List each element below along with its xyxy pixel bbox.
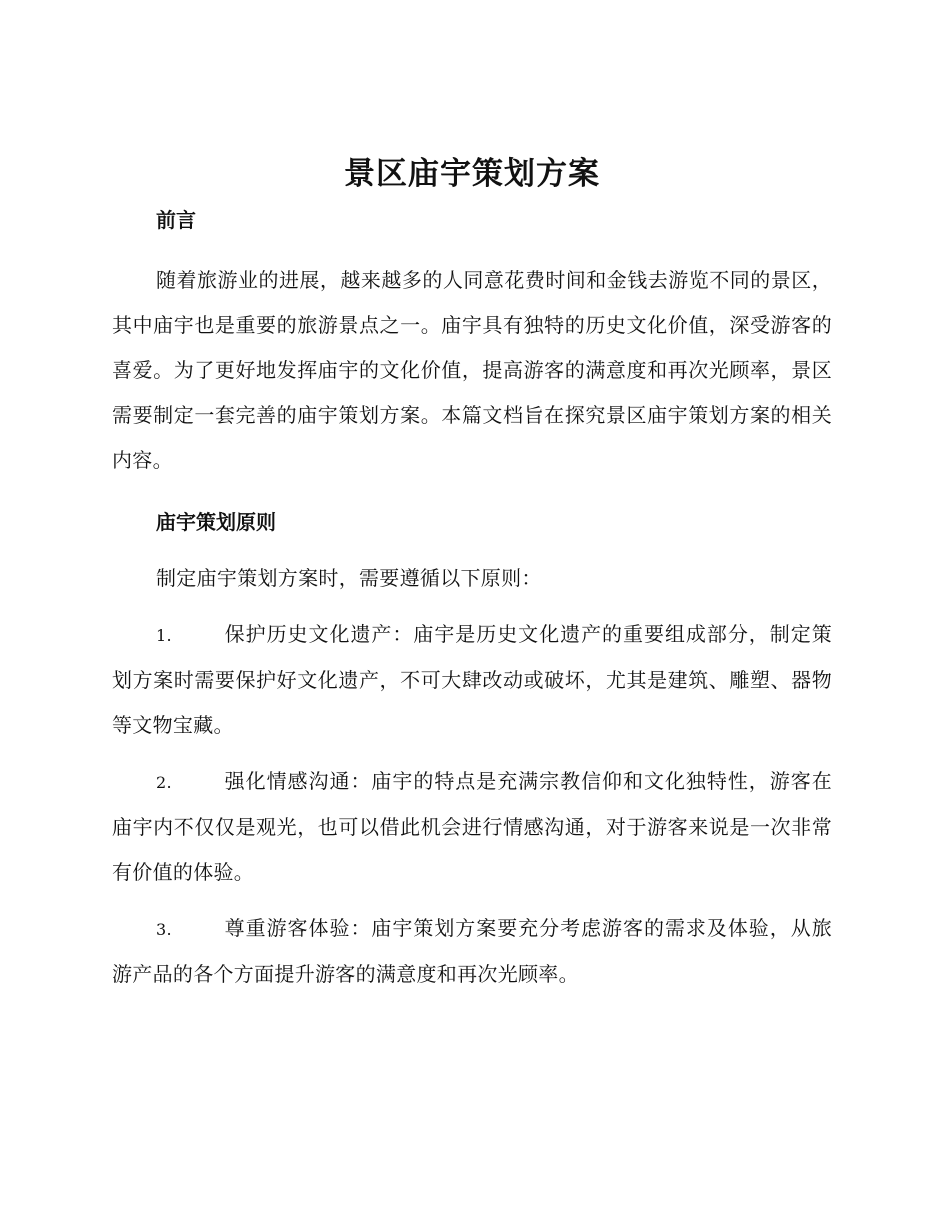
list-item: [112, 906, 832, 997]
list-item-text: 保护历史文化遗产：庙宇是历史文化遗产的重要组成部分，制定策划方案时需要保护好文化遗产，不可大肆改动或破坏，尤其是建筑、雕塑、器物等文物宝藏。: [112, 622, 832, 737]
section-heading-preface: 前言: [156, 208, 196, 232]
document-title: 景区庙宇策划方案: [344, 156, 600, 192]
list-item: [112, 612, 832, 748]
list-item-text: 尊重游客体验：庙宇策划方案要充分考虑游客的需求及体验，从旅游产品的各个方面提升游客的满意度和再次光顾率。: [112, 916, 832, 986]
list-item-text: 强化情感沟通：庙宇的特点是充满宗教信仰和文化独特性，游客在庙宇内不仅仅是观光，也可以借此机会进行情感沟通，对于游客来说是一次非常有价值的体验。: [112, 769, 832, 884]
list-item-number: 1.: [156, 626, 172, 645]
section-heading-principles: 庙宇策划原则: [156, 510, 276, 534]
principles-lead-paragraph: 制定庙宇策划方案时，需要遵循以下原则：: [156, 566, 542, 590]
list-item-number: 2.: [156, 773, 172, 792]
list-item-number: 3.: [156, 920, 172, 939]
preface-paragraph: 随着旅游业的进展，越来越多的人同意花费时间和金钱去游览不同的景区，其中庙宇也是重要的旅游景点之一。庙宇具有独特的历史文化价值，深受游客的喜爱。为了更好地发挥庙宇的文化价值，提高游客的满意度和再次光顾率，景区需要制定一套完善的庙宇策划方案。本篇文档旨在探究景区庙宇策划方案的相关内容。: [112, 268, 832, 472]
list-item: [112, 759, 832, 895]
